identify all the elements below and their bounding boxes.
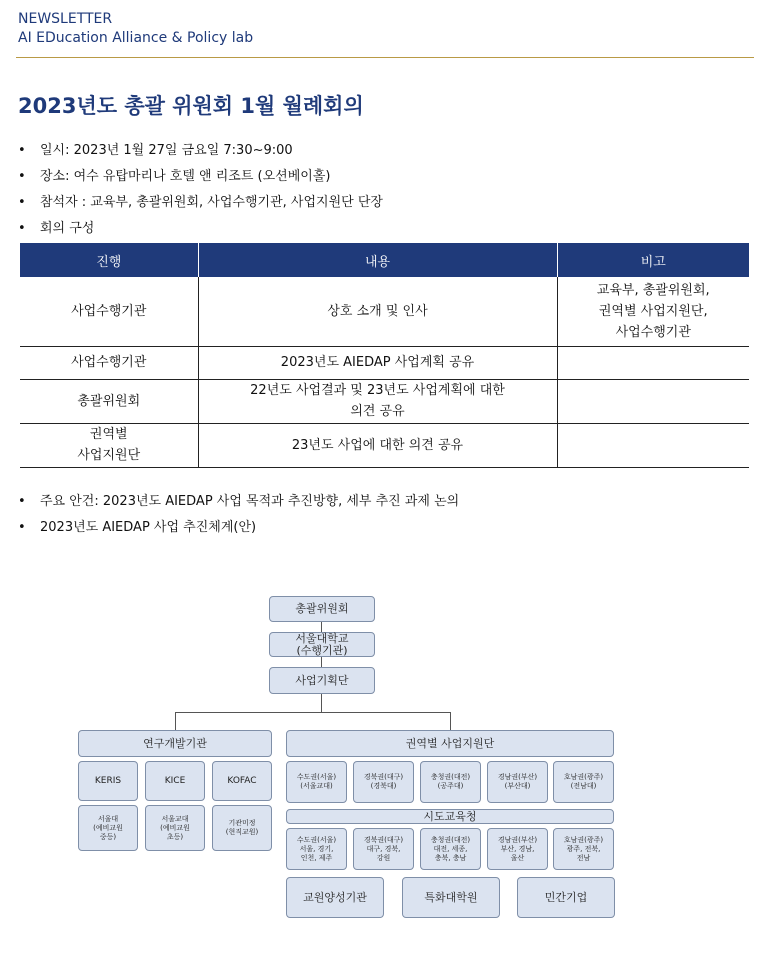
org-box-rnd-sub: 기관미정 (현직교원) [212,805,272,851]
connector-line [321,622,322,632]
connector-line [450,712,451,730]
org-box-region-office: 경북권(대구) 대구, 경북, 강원 [353,828,414,870]
org-box-region-office: 충청권(대전) 대전, 세종, 충북, 충남 [420,828,481,870]
org-box-region-office: 수도권(서울) 서울, 경기, 인천, 제주 [286,828,347,870]
org-box-teacher-training: 교원양성기관 [286,877,384,918]
org-box-rnd-sub: 서울교대 (예비교원 초등) [145,805,205,851]
list-item: • 2023년도 AIEDAP 사업 추진체계(안) [18,518,459,544]
org-box-education-office: 시도교육청 [286,809,614,824]
connector-line [175,712,176,730]
list-item: • 회의 구성 [18,219,383,245]
org-box-region: 충청권(대전) (공주대) [420,761,481,803]
org-box-region: 수도권(서울) (서울교대) [286,761,347,803]
bullet-icon: • [18,221,26,236]
connector-line [175,712,451,713]
org-box-region: 호남권(광주) (전남대) [553,761,614,803]
meeting-info-list [18,141,383,245]
org-box-rnd: 연구개발기관 [78,730,272,757]
org-box-region-office: 경남권(부산) 부산, 경남, 울산 [487,828,548,870]
bullet-icon: • [18,143,26,158]
table-row: 사업수행기관 상호 소개 및 인사 교육부, 총괄위원회, 권역별 사업지원단, 사업수행기관 [20,277,749,346]
column-header: 진행 [20,243,198,277]
org-box-private-company: 민간기업 [517,877,615,918]
org-box-regional: 권역별 사업지원단 [286,730,614,757]
connector-line [321,657,322,667]
bullet-icon: • [18,169,26,184]
bullet-icon: • [18,195,26,210]
org-box-committee: 총괄위원회 [269,596,375,622]
newsletter-header [18,10,253,48]
page-title: 2023년도 총괄 위원회 1월 월례회의 [18,94,364,118]
org-box-kice: KICE [145,761,205,801]
org-box-region: 경남권(부산) (부산대) [487,761,548,803]
org-box-planning: 사업기획단 [269,667,375,694]
list-item: • 참석자 : 교육부, 총괄위원회, 사업수행기관, 사업지원단 단장 [18,193,383,219]
org-box-keris: KERIS [78,761,138,801]
bullet-icon: • [18,494,26,509]
org-box-region-office: 호남권(광주) 광주, 전북, 전남 [553,828,614,870]
list-item: • 일시: 2023년 1월 27일 금요일 7:30~9:00 [18,141,383,167]
org-box-kofac: KOFAC [212,761,272,801]
lab-name: AI EDucation Alliance & Policy lab [18,30,254,46]
bullet-icon: • [18,520,26,535]
newsletter-label: NEWSLETTER [18,11,113,27]
table-row: 총괄위원회 22년도 사업결과 및 23년도 사업계획에 대한 의견 공유 [20,379,749,423]
meeting-structure-table [20,243,749,468]
org-box-grad-school: 특화대학원 [402,877,500,918]
connector-line [321,694,322,712]
table-row: 권역별 사업지원단 23년도 사업에 대한 의견 공유 [20,423,749,467]
column-header: 내용 [198,243,557,277]
column-header: 비고 [557,243,749,277]
org-box-region: 경북권(대구) (경북대) [353,761,414,803]
list-item: • 주요 안건: 2023년도 AIEDAP 사업 목적과 추진방향, 세부 추진 과제 논의 [18,492,459,518]
org-box-executor: 서울대학교 (수행기관) [269,632,375,657]
list-item: • 장소: 여수 유탑마리나 호텔 앤 리조트 (오션베이홀) [18,167,383,193]
header-divider [16,57,754,58]
org-box-rnd-sub: 서울대 (예비교원 중등) [78,805,138,851]
agenda-list [18,492,459,544]
table-row: 사업수행기관 2023년도 AIEDAP 사업계획 공유 [20,346,749,379]
